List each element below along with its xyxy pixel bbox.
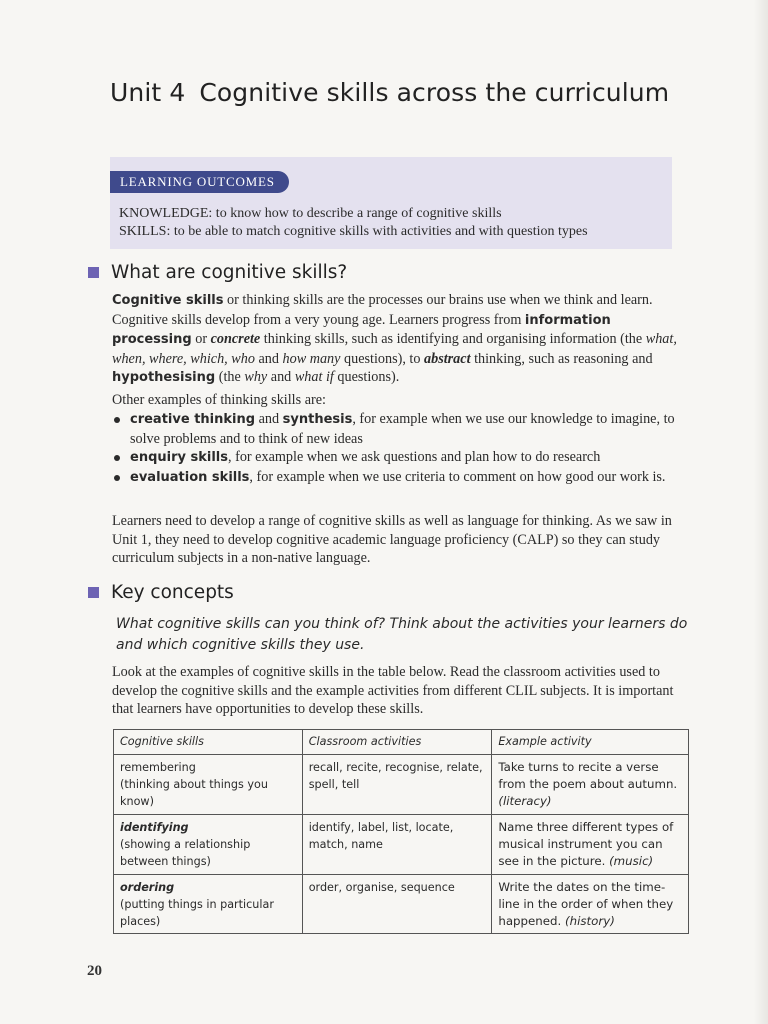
table-cell: identify, label, list, locate, match, name [302,815,492,875]
skill-description: (showing a relationship between things) [120,838,251,868]
section-heading-key-concepts [88,582,234,603]
skill-description: (thinking about things you know) [120,778,268,808]
term: creative thinking [130,412,256,427]
text: what, when, where, which, who [112,331,677,367]
page-title [110,78,669,107]
list-item [112,410,692,448]
skill-name: remembering [120,761,196,774]
term: concrete [210,331,261,347]
text: and [267,369,295,385]
section-heading-text: What are cognitive skills? [111,262,348,283]
text: , for example when we ask questions and plan how to do research [228,449,601,465]
cognitive-skills-table [113,729,689,934]
list-item [112,468,692,488]
section-heading-cognitive-skills [88,262,347,283]
paragraph-definition [112,291,692,388]
text: , for example when we use our knowledge to imagine, to solve problems and to think of new ideas [130,411,675,447]
table-cell [492,875,689,934]
skills-outcome: SKILLS: to be able to match cognitive skills with activities and with question types [119,224,588,239]
skill-name: ordering [120,881,175,894]
table-row [114,875,689,934]
page-edge-shadow [754,0,768,1024]
table-cell: order, organise, sequence [302,875,492,934]
paragraph-table-intro: Look at the examples of cognitive skills in the table below. Read the classroom activities used to develop the cognitive skills and the example activities from different CLIL subjects. It is important that learners have opportunities to develop these skills. [112,664,674,717]
term: Cognitive skills [112,293,224,308]
term: information processing [112,312,611,347]
text: thinking, such as reasoning and [470,350,653,367]
subject-tag: (literacy) [498,794,552,808]
column-header: Classroom activities [302,730,492,755]
text: (the [215,369,245,385]
section-bullet-square [88,587,99,598]
page-number: 20 [87,963,102,979]
column-header: Example activity [492,730,689,755]
table-row [114,755,689,815]
paragraph-calp: Learners need to develop a range of cognitive skills as well as language for thinking. As we saw in Unit 1, they need to develop cognitive academic language proficiency (CALP) so they can study curriculum subjects in a non-native language. [112,513,672,566]
skill-name: identifying [120,821,189,834]
table-header-row [114,730,689,755]
skill-description: (putting things in particular places) [120,898,274,928]
section-bullet-square [88,267,99,278]
text: thinking skills, such as identifying and organising information (the [260,331,646,347]
bullet-list [112,410,692,487]
subject-tag: (music) [609,854,654,868]
text: questions). [333,369,400,385]
text: and [254,350,283,367]
table-cell [114,755,303,815]
learning-outcomes-label: LEARNING OUTCOMES [110,171,289,193]
knowledge-outcome: KNOWLEDGE: to know how to describe a range of cognitive skills [119,206,502,221]
text: , for example when we use criteria to comment on how good our work is. [249,468,666,485]
column-header: Cognitive skills [114,730,303,755]
text: what if [294,369,334,385]
term: synthesis [282,412,353,427]
table-cell: recall, recite, recognise, relate, spell, tell [302,755,492,815]
learning-outcomes-box [110,157,672,249]
text: and [255,411,283,427]
table-cell [492,755,689,815]
text: or [191,331,211,347]
unit-number: Unit 4 [110,78,186,107]
text: why [244,369,268,385]
example-text: Take turns to recite a verse from the poem about autumn. [498,760,678,791]
term: abstract [424,350,471,367]
text: or thinking skills are the processes our brains use when we think and learn. Cognitive skills develop from a very young age. Learners progress from [112,292,653,328]
list-item [112,448,692,468]
text: how many [282,350,341,367]
table-cell [492,815,689,875]
example-text: Write the dates on the time-line in the order of when they happened. [498,880,674,928]
table-row [114,815,689,875]
term: enquiry skills [130,450,228,465]
section-heading-text: Key concepts [111,582,234,603]
paragraph-other-examples: Other examples of thinking skills are: [112,392,326,408]
term: hypothesising [112,370,216,385]
text: questions), to [340,350,424,367]
example-text: Name three different types of musical instrument you can see in the picture. [498,820,674,868]
subject-tag: (history) [565,914,615,928]
reflection-prompt: What cognitive skills can you think of? Think about the activities your learners do and which cognitive skills they use. [116,616,688,653]
term: evaluation skills [130,469,250,485]
table-cell [114,875,303,934]
unit-title-text: Cognitive skills across the curriculum [199,78,670,107]
table-cell [114,815,303,875]
